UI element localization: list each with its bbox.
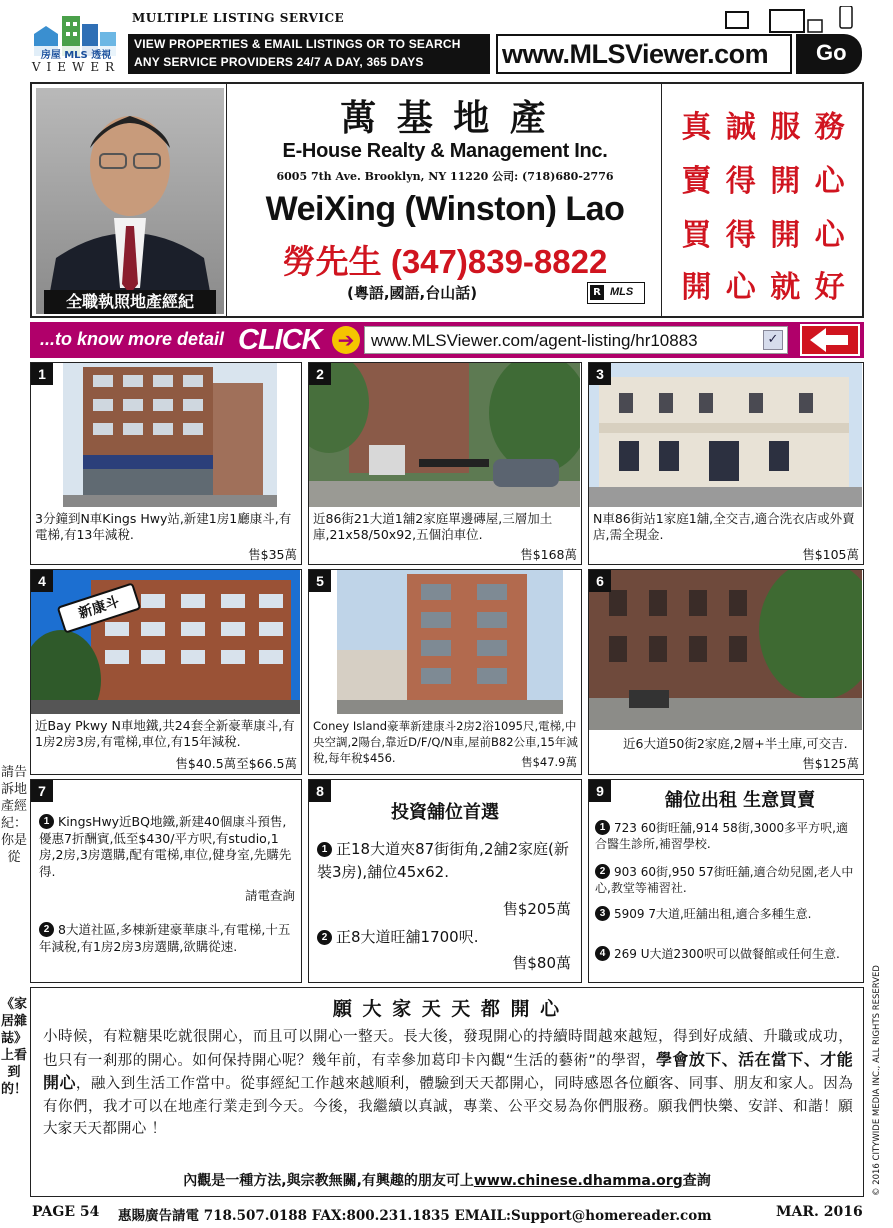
listing-number-2: 2 <box>309 363 331 385</box>
side-note-2: 《家居雜誌》上看到的！ <box>0 997 27 1097</box>
slogan-line-3: 買 得 開 心 <box>681 218 847 253</box>
listing-card-3[interactable] <box>588 362 864 565</box>
company-address: 6005 7th Ave. Brooklyn, NY 11220 公司: (718)680-2776 <box>276 170 614 183</box>
item-number-badge: 1 <box>317 842 332 857</box>
tagline-line-2: ANY SERVICE PROVIDERS 24/7 A DAY, 365 DAYS <box>134 55 424 69</box>
listing-text-1: 3分鐘到N車Kings Hwy站,新建1房1廳康斗,有電梯,有13年減稅. <box>35 511 292 542</box>
article-para-b: ，融入到生活工作當中。從事經紀工作越來越順利，體驗到天天都開心，同時感恩各位顧客、同事、朋友和家人。因為有你們，我才可以在地產行業走到今天。今後，我繼續以真誠，專業、公平交易為你們服務。願我們快樂、安詳、和諧！願大家天天都開心 ！ <box>43 1076 853 1137</box>
listing-number-4: 4 <box>31 570 53 592</box>
listing-card-1[interactable] <box>30 362 302 565</box>
arrow-right-icon[interactable]: ➔ <box>332 326 360 354</box>
agent-photo <box>36 88 224 314</box>
box-9-item-3 <box>595 906 859 922</box>
listing-photo-1[interactable] <box>63 363 277 507</box>
agent-name-en: WeiXing (Winston) Lao <box>265 190 625 228</box>
slogan-line-1: 真 誠 服 務 <box>681 110 847 145</box>
listing-number-5: 5 <box>309 570 331 592</box>
listing-price-6: 售$125萬 <box>802 756 859 771</box>
agent-name-phone[interactable]: 勞先生 (347)839-8822 <box>282 243 608 280</box>
listing-price-5: 售$47.9萬 <box>521 755 577 769</box>
listing-price-3: 售$105萬 <box>802 547 859 562</box>
company-name-cn: 萬 基 地 產 <box>340 97 550 139</box>
new-condo-tag: 新康斗 <box>57 582 142 633</box>
listing-price-1: 售$35萬 <box>248 547 297 562</box>
slogan-block <box>668 94 860 308</box>
box-7-item-2 <box>39 922 297 955</box>
article-footer-a: 內觀是一種方法,與宗教無關,有興趣的朋友可上 <box>183 1173 474 1189</box>
listing-number-1: 1 <box>31 363 53 385</box>
box-9-item-4 <box>595 946 859 962</box>
go-button[interactable] <box>796 34 862 74</box>
realtor-r-icon: R <box>590 285 604 300</box>
listing-text-3: N車86街站1家庭1舖,全交吉,適合洗衣店或外賣店,需全現金. <box>593 511 855 542</box>
box-9-item-4-text: 269 U大道2300呎可以做餐館或任何生意. <box>614 947 840 961</box>
item-number-badge: 3 <box>595 906 610 921</box>
listing-number-6: 6 <box>589 570 611 592</box>
listing-photo-3[interactable] <box>589 363 862 507</box>
dropdown-check-icon[interactable]: ✓ <box>763 330 783 350</box>
item-number-badge: 2 <box>39 922 54 937</box>
issue-date: MAR. 2016 <box>776 1204 863 1220</box>
footer-ads: 惠賜廣告請電 718.507.0188 FAX:800.231.1835 EMAIL:Support@homereader.com <box>118 1208 712 1224</box>
box-8-title: 投資舖位首選 <box>391 802 499 823</box>
listing-photo-6[interactable] <box>589 570 862 730</box>
box-9-item-3-text: 5909 7大道,旺舖出租,適合多種生意. <box>614 907 812 921</box>
listing-text-4: 近Bay Pkwy N車地鐵,共24套全新豪華康斗,有1房2房3房,有電梯,車位,有15年減稅. <box>35 718 295 749</box>
realtor-mls-logo <box>587 282 645 304</box>
agent-photo-caption: 全職執照地產經紀 <box>44 290 216 314</box>
box-7-number: 7 <box>31 780 53 802</box>
box-8-item-1 <box>317 838 577 884</box>
listing-price-2: 售$168萬 <box>520 547 577 562</box>
listing-text-6: 近6大道50街2家庭,2層+半土庫,可交吉. <box>623 736 848 751</box>
side-note-1: 請告訴地產經紀：你是從 <box>0 765 27 865</box>
click-bar[interactable] <box>30 322 864 358</box>
box-9-item-1 <box>595 820 859 852</box>
box-9-item-2 <box>595 864 859 896</box>
copyright-notice: © 2016 CITYWIDE MEDIA INC., ALL RIGHTS RESERVED <box>872 965 882 1196</box>
slogan-line-2: 賣 得 開 心 <box>681 164 847 199</box>
box-8-price-2: 售$80萬 <box>512 954 571 972</box>
mls-logo-text: MLS <box>610 286 634 298</box>
logo-main-text: 房屋 MLS 透視 <box>30 46 122 61</box>
click-bar-click[interactable]: CLICK <box>238 324 322 356</box>
logo-sub-text: VIEWER <box>31 60 121 74</box>
listing-text-5: Coney Island豪華新建康斗2房2浴1095尺,電梯,中央空調,2陽台,靠近D/F/Q/N車,屋前B82公車,15年減稅,每年稅$456. <box>313 719 578 765</box>
arrow-left-icon <box>806 326 854 354</box>
article-body <box>43 1026 853 1141</box>
box-9-item-2-text: 903 60街,950 57街旺舖,適合幼兒園,老人中心,教堂等補習社. <box>595 865 854 895</box>
dhamma-link[interactable]: www.chinese.dhamma.org <box>473 1173 683 1189</box>
listing-price-4: 售$40.5萬至$66.5萬 <box>175 756 297 771</box>
go-label[interactable]: Go <box>816 40 847 65</box>
company-name-en: E-House Realty & Management Inc. <box>282 140 608 162</box>
mls-viewer-logo[interactable] <box>30 8 122 74</box>
agent-info <box>226 84 662 316</box>
article-title: 願 大 家 天 天 都 開 心 <box>332 998 562 1020</box>
site-url[interactable]: www.MLSViewer.com <box>502 39 769 69</box>
item-number-badge: 1 <box>595 820 610 835</box>
box-7-call-note: 請電查詢 <box>244 888 295 903</box>
box-8-item-2 <box>317 926 577 949</box>
listing-card-5[interactable] <box>308 569 582 775</box>
tagline-box <box>128 34 490 74</box>
back-arrow-button[interactable] <box>800 324 860 356</box>
agent-card <box>30 82 864 318</box>
item-number-badge: 4 <box>595 946 610 961</box>
service-title: MULTIPLE LISTING SERVICE <box>132 11 345 25</box>
box-7-item-2-text: 8大道社區,多棟新建豪華康斗,有電梯,十五年減稅,有1房2房3房選購,欲購從速. <box>39 922 291 954</box>
box-9-stores[interactable] <box>588 779 864 983</box>
article-para-bold: 學會放下、活在當下、才能開心 <box>43 1049 853 1092</box>
article-footer-b: 查詢 <box>682 1173 711 1189</box>
item-number-badge: 2 <box>317 930 332 945</box>
item-number-badge: 2 <box>595 864 610 879</box>
box-8-investment[interactable] <box>308 779 582 983</box>
slogan-line-4: 開 心 就 好 <box>681 270 847 305</box>
item-number-badge: 1 <box>39 814 54 829</box>
url-field[interactable] <box>364 326 788 354</box>
box-7-item-1-text: KingsHwy近BQ地鐵,新建40個康斗預售,優惠7折酬賓,低至$430/平方呎,有studio,1房,2房,3房選購,配有電梯,車位,健身室,先購先得. <box>39 814 292 879</box>
listing-photo-4[interactable] <box>31 570 300 714</box>
listing-photo-2[interactable] <box>309 363 580 507</box>
box-7-new-condos[interactable] <box>30 779 302 983</box>
listing-number-3: 3 <box>589 363 611 385</box>
article-box <box>30 987 864 1197</box>
article-para-a: 小時候，有粒糖果吃就很開心，而且可以開心一整天。長大後，發現開心的持續時間越來越短，得到好成績、升職或成功，也只有一剎那的開心。如何保持開心呢？幾年前，有幸參加葛印卡內觀“生活的藝術”的學習， <box>43 1029 853 1069</box>
article-footer <box>31 1170 863 1190</box>
click-bar-lead[interactable]: ...to know more detail <box>40 329 225 349</box>
box-8-item-1-text: 正18大道夾87街街角,2舖2家庭(新裝3房),舖位45x62. <box>317 840 569 881</box>
listing-photo-5[interactable] <box>337 570 563 714</box>
devices-icon <box>724 6 854 36</box>
url-field-text[interactable]: www.MLSViewer.com/agent-listing/hr10883 <box>371 331 698 350</box>
listing-card-4[interactable] <box>30 569 302 775</box>
box-9-item-1-text: 723 60街旺舖,914 58街,3000多平方呎,適合醫生診所,補習學校. <box>595 821 848 851</box>
agent-languages: (粵語,國語,台山話) <box>347 284 478 302</box>
box-8-item-2-text: 正8大道旺舖1700呎. <box>336 928 479 946</box>
listing-card-6[interactable] <box>588 569 864 775</box>
listing-card-2[interactable] <box>308 362 582 565</box>
tagline-line-1: VIEW PROPERTIES & EMAIL LISTINGS OR TO SEARCH <box>134 37 461 51</box>
box-9-title: 舖位出租 生意買賣 <box>664 790 816 811</box>
box-8-number: 8 <box>309 780 331 802</box>
box-8-price-1: 售$205萬 <box>502 900 571 918</box>
page-number: PAGE 54 <box>32 1204 100 1220</box>
box-7-item-1 <box>39 814 297 880</box>
listing-text-2: 近86街21大道1舖2家庭單邊磚屋,三層加土庫,21x58/50x92,五個泊車位. <box>313 511 553 542</box>
site-url-box[interactable] <box>496 34 792 74</box>
box-9-number: 9 <box>589 780 611 802</box>
